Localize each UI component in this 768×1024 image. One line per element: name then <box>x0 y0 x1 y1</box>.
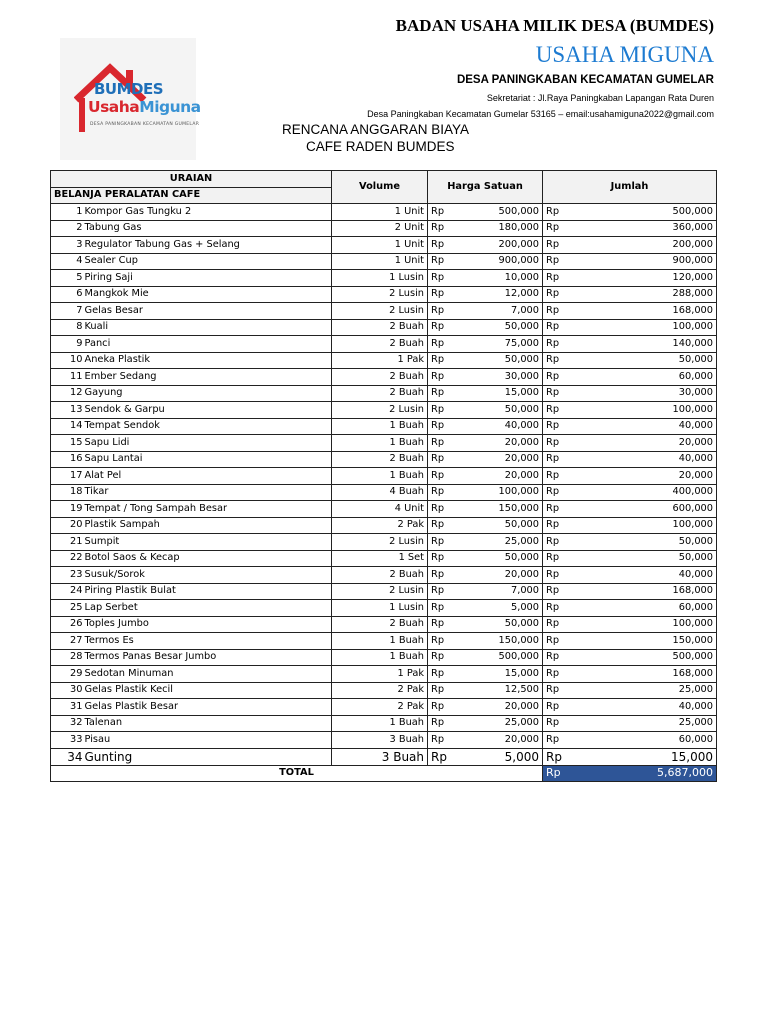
unit-price: 20,000 <box>450 468 543 485</box>
item-volume: 1 Lusin <box>332 600 428 617</box>
total-label: TOTAL <box>51 765 543 782</box>
item-name: Toples Jumbo <box>84 616 332 633</box>
unit-price: 900,000 <box>450 253 543 270</box>
item-name: Panci <box>84 336 332 353</box>
item-volume: 1 Buah <box>332 715 428 732</box>
currency-label: Rp <box>428 715 450 732</box>
currency-label: Rp <box>543 583 567 600</box>
row-number: 4 <box>51 253 84 270</box>
unit-price: 50,000 <box>450 616 543 633</box>
row-number: 22 <box>51 550 84 567</box>
item-name: Termos Es <box>84 633 332 650</box>
item-name: Pisau <box>84 732 332 749</box>
line-amount: 600,000 <box>567 501 717 518</box>
currency-label: Rp <box>543 748 567 765</box>
currency-label: Rp <box>543 534 567 551</box>
currency-label: Rp <box>543 468 567 485</box>
item-volume: 1 Buah <box>332 633 428 650</box>
line-amount: 25,000 <box>567 715 717 732</box>
row-number: 34 <box>51 748 84 765</box>
row-number: 9 <box>51 336 84 353</box>
unit-price: 180,000 <box>450 220 543 237</box>
row-number: 6 <box>51 286 84 303</box>
logo-text-miguna: Miguna <box>139 98 201 116</box>
currency-label: Rp <box>428 748 450 765</box>
line-amount: 360,000 <box>567 220 717 237</box>
line-amount: 120,000 <box>567 270 717 287</box>
row-number: 14 <box>51 418 84 435</box>
line-amount: 50,000 <box>567 534 717 551</box>
line-amount: 20,000 <box>567 468 717 485</box>
item-volume: 2 Buah <box>332 451 428 468</box>
item-volume: 1 Unit <box>332 237 428 254</box>
table-row <box>51 715 717 732</box>
currency-label: Rp <box>543 319 567 336</box>
currency-label: Rp <box>543 303 567 320</box>
unit-price: 150,000 <box>450 633 543 650</box>
logo-text-bumdes: BUMDES <box>94 80 164 98</box>
table-row <box>51 336 717 353</box>
line-amount: 15,000 <box>567 748 717 765</box>
row-number: 27 <box>51 633 84 650</box>
item-volume: 2 Pak <box>332 699 428 716</box>
row-number: 33 <box>51 732 84 749</box>
item-volume: 1 Lusin <box>332 270 428 287</box>
org-secretariat: Sekretariat : Jl.Raya Paningkaban Lapangan Rata Duren <box>486 93 714 103</box>
currency-label: Rp <box>543 352 567 369</box>
table-row <box>51 435 717 452</box>
unit-price: 12,500 <box>450 682 543 699</box>
row-number: 16 <box>51 451 84 468</box>
item-name: Termos Panas Besar Jumbo <box>84 649 332 666</box>
logo-text-usaha: Usaha <box>88 98 140 116</box>
currency-label: Rp <box>428 286 450 303</box>
row-number: 23 <box>51 567 84 584</box>
currency-label: Rp <box>543 286 567 303</box>
row-number: 1 <box>51 204 84 221</box>
doc-title: RENCANA ANGGARAN BIAYA <box>282 122 470 137</box>
currency-label: Rp <box>543 237 567 254</box>
table-row <box>51 501 717 518</box>
line-amount: 100,000 <box>567 517 717 534</box>
currency-label: Rp <box>428 418 450 435</box>
row-number: 30 <box>51 682 84 699</box>
item-volume: 1 Pak <box>332 666 428 683</box>
currency-label: Rp <box>428 517 450 534</box>
item-volume: 2 Pak <box>332 517 428 534</box>
total-row <box>51 765 717 782</box>
item-volume: 2 Unit <box>332 220 428 237</box>
currency-label: Rp <box>543 501 567 518</box>
row-number: 32 <box>51 715 84 732</box>
currency-label: Rp <box>543 270 567 287</box>
item-name: Ember Sedang <box>84 369 332 386</box>
col-header-harga-satuan: Harga Satuan <box>428 171 543 204</box>
row-number: 10 <box>51 352 84 369</box>
currency-label: Rp <box>543 418 567 435</box>
currency-label: Rp <box>428 369 450 386</box>
total-amount: 5,687,000 <box>567 765 717 782</box>
item-volume: 4 Buah <box>332 484 428 501</box>
item-volume: 2 Pak <box>332 682 428 699</box>
item-name: Tempat / Tong Sampah Besar <box>84 501 332 518</box>
unit-price: 50,000 <box>450 402 543 419</box>
item-volume: 2 Buah <box>332 319 428 336</box>
col-header-uraian: URAIAN <box>51 171 332 188</box>
item-volume: 2 Lusin <box>332 286 428 303</box>
table-row <box>51 220 717 237</box>
item-volume: 1 Unit <box>332 204 428 221</box>
item-volume: 2 Lusin <box>332 303 428 320</box>
currency-label: Rp <box>543 369 567 386</box>
currency-label: Rp <box>543 600 567 617</box>
table-row <box>51 303 717 320</box>
unit-price: 7,000 <box>450 583 543 600</box>
line-amount: 100,000 <box>567 402 717 419</box>
unit-price: 10,000 <box>450 270 543 287</box>
currency-label: Rp <box>543 633 567 650</box>
currency-label: Rp <box>428 385 450 402</box>
currency-label: Rp <box>428 303 450 320</box>
row-number: 24 <box>51 583 84 600</box>
line-amount: 40,000 <box>567 418 717 435</box>
table-row <box>51 567 717 584</box>
currency-label: Rp <box>543 715 567 732</box>
item-name: Tikar <box>84 484 332 501</box>
item-volume: 2 Buah <box>332 567 428 584</box>
item-volume: 2 Buah <box>332 616 428 633</box>
org-address: Desa Paningkaban Kecamatan Gumelar 53165 – email:usahamiguna2022@gmail.com <box>367 109 714 119</box>
item-name: Sumpit <box>84 534 332 551</box>
line-amount: 168,000 <box>567 583 717 600</box>
item-name: Gelas Besar <box>84 303 332 320</box>
item-name: Piring Plastik Bulat <box>84 583 332 600</box>
currency-label: Rp <box>543 616 567 633</box>
item-volume: 1 Buah <box>332 435 428 452</box>
row-number: 8 <box>51 319 84 336</box>
item-name: Regulator Tabung Gas + Selang <box>84 237 332 254</box>
table-row <box>51 418 717 435</box>
item-volume: 3 Buah <box>332 748 428 765</box>
row-number: 13 <box>51 402 84 419</box>
unit-price: 7,000 <box>450 303 543 320</box>
col-header-jumlah: Jumlah <box>543 171 717 204</box>
unit-price: 20,000 <box>450 451 543 468</box>
table-row <box>51 534 717 551</box>
table-row <box>51 369 717 386</box>
item-name: Lap Serbet <box>84 600 332 617</box>
table-row <box>51 286 717 303</box>
table-row <box>51 583 717 600</box>
row-number: 15 <box>51 435 84 452</box>
unit-price: 15,000 <box>450 666 543 683</box>
line-amount: 50,000 <box>567 550 717 567</box>
unit-price: 12,000 <box>450 286 543 303</box>
table-row <box>51 649 717 666</box>
col-header-volume: Volume <box>332 171 428 204</box>
unit-price: 5,000 <box>450 600 543 617</box>
currency-label: Rp <box>428 666 450 683</box>
item-name: Susuk/Sorok <box>84 567 332 584</box>
line-amount: 40,000 <box>567 567 717 584</box>
line-amount: 150,000 <box>567 633 717 650</box>
row-number: 11 <box>51 369 84 386</box>
row-number: 20 <box>51 517 84 534</box>
item-name: Talenan <box>84 715 332 732</box>
currency-label: Rp <box>428 699 450 716</box>
row-number: 19 <box>51 501 84 518</box>
item-volume: 1 Buah <box>332 468 428 485</box>
row-number: 3 <box>51 237 84 254</box>
currency-label: Rp <box>543 517 567 534</box>
unit-price: 5,000 <box>450 748 543 765</box>
line-amount: 40,000 <box>567 451 717 468</box>
unit-price: 40,000 <box>450 418 543 435</box>
table-row <box>51 550 717 567</box>
line-amount: 400,000 <box>567 484 717 501</box>
table-row <box>51 352 717 369</box>
line-amount: 900,000 <box>567 253 717 270</box>
unit-price: 20,000 <box>450 732 543 749</box>
item-volume: 2 Lusin <box>332 583 428 600</box>
table-row <box>51 699 717 716</box>
currency-label: Rp <box>543 649 567 666</box>
item-name: Sapu Lantai <box>84 451 332 468</box>
row-number: 17 <box>51 468 84 485</box>
item-name: Plastik Sampah <box>84 517 332 534</box>
line-amount: 60,000 <box>567 369 717 386</box>
currency-label: Rp <box>543 666 567 683</box>
item-volume: 2 Buah <box>332 385 428 402</box>
currency-label: Rp <box>428 649 450 666</box>
logo-text-usaha-miguna <box>88 98 201 116</box>
table-row <box>51 732 717 749</box>
currency-label: Rp <box>428 732 450 749</box>
currency-label: Rp <box>428 682 450 699</box>
item-name: Tabung Gas <box>84 220 332 237</box>
item-volume: 2 Lusin <box>332 402 428 419</box>
unit-price: 200,000 <box>450 237 543 254</box>
currency-label: Rp <box>543 220 567 237</box>
item-volume: 1 Buah <box>332 649 428 666</box>
item-volume: 1 Buah <box>332 418 428 435</box>
line-amount: 500,000 <box>567 204 717 221</box>
table-row <box>51 616 717 633</box>
unit-price: 30,000 <box>450 369 543 386</box>
unit-price: 500,000 <box>450 204 543 221</box>
line-amount: 100,000 <box>567 616 717 633</box>
currency-label: Rp <box>543 336 567 353</box>
currency-label: Rp <box>428 204 450 221</box>
currency-label: Rp <box>543 253 567 270</box>
item-name: Alat Pel <box>84 468 332 485</box>
currency-label: Rp <box>543 451 567 468</box>
logo-tagline: DESA PANINGKABAN KECAMATAN GUMELAR <box>90 122 200 127</box>
currency-label: Rp <box>428 352 450 369</box>
table-row <box>51 319 717 336</box>
item-name: Sedotan Minuman <box>84 666 332 683</box>
table-row <box>51 402 717 419</box>
line-amount: 500,000 <box>567 649 717 666</box>
item-volume: 1 Set <box>332 550 428 567</box>
row-number: 5 <box>51 270 84 287</box>
currency-label: Rp <box>428 435 450 452</box>
currency-label: Rp <box>543 567 567 584</box>
table-header-row <box>51 171 717 188</box>
unit-price: 20,000 <box>450 435 543 452</box>
total-currency: Rp <box>543 765 567 782</box>
unit-price: 50,000 <box>450 517 543 534</box>
table-row <box>51 600 717 617</box>
line-amount: 30,000 <box>567 385 717 402</box>
currency-label: Rp <box>543 732 567 749</box>
table-row <box>51 237 717 254</box>
line-amount: 50,000 <box>567 352 717 369</box>
currency-label: Rp <box>428 534 450 551</box>
line-amount: 20,000 <box>567 435 717 452</box>
table-row <box>51 385 717 402</box>
currency-label: Rp <box>543 385 567 402</box>
currency-label: Rp <box>543 484 567 501</box>
line-amount: 200,000 <box>567 237 717 254</box>
currency-label: Rp <box>428 567 450 584</box>
currency-label: Rp <box>543 550 567 567</box>
table-row <box>51 451 717 468</box>
item-name: Aneka Plastik <box>84 352 332 369</box>
line-amount: 25,000 <box>567 682 717 699</box>
line-amount: 60,000 <box>567 732 717 749</box>
table-row <box>51 253 717 270</box>
row-number: 2 <box>51 220 84 237</box>
item-name: Gayung <box>84 385 332 402</box>
line-amount: 100,000 <box>567 319 717 336</box>
unit-price: 25,000 <box>450 715 543 732</box>
table-row <box>51 468 717 485</box>
currency-label: Rp <box>428 253 450 270</box>
table-row <box>51 484 717 501</box>
table-row <box>51 682 717 699</box>
currency-label: Rp <box>428 600 450 617</box>
table-row <box>51 204 717 221</box>
org-title: BADAN USAHA MILIK DESA (BUMDES) <box>395 16 714 35</box>
line-amount: 60,000 <box>567 600 717 617</box>
currency-label: Rp <box>543 699 567 716</box>
currency-label: Rp <box>543 435 567 452</box>
section-label: BELANJA PERALATAN CAFE <box>51 187 332 204</box>
currency-label: Rp <box>428 237 450 254</box>
item-name: Botol Saos & Kecap <box>84 550 332 567</box>
row-number: 28 <box>51 649 84 666</box>
org-name: USAHA MIGUNA <box>535 42 714 67</box>
line-amount: 140,000 <box>567 336 717 353</box>
item-name: Kuali <box>84 319 332 336</box>
item-name: Gunting <box>84 748 332 765</box>
currency-label: Rp <box>543 204 567 221</box>
currency-label: Rp <box>428 501 450 518</box>
unit-price: 20,000 <box>450 699 543 716</box>
item-name: Piring Saji <box>84 270 332 287</box>
row-number: 7 <box>51 303 84 320</box>
currency-label: Rp <box>428 402 450 419</box>
unit-price: 100,000 <box>450 484 543 501</box>
table-row <box>51 666 717 683</box>
item-volume: 1 Unit <box>332 253 428 270</box>
currency-label: Rp <box>428 583 450 600</box>
row-number: 12 <box>51 385 84 402</box>
budget-table <box>50 170 717 782</box>
unit-price: 50,000 <box>450 550 543 567</box>
item-volume: 3 Buah <box>332 732 428 749</box>
line-amount: 288,000 <box>567 286 717 303</box>
unit-price: 15,000 <box>450 385 543 402</box>
unit-price: 500,000 <box>450 649 543 666</box>
currency-label: Rp <box>428 220 450 237</box>
item-name: Tempat Sendok <box>84 418 332 435</box>
unit-price: 50,000 <box>450 352 543 369</box>
currency-label: Rp <box>428 468 450 485</box>
table-row <box>51 270 717 287</box>
item-name: Gelas Plastik Kecil <box>84 682 332 699</box>
unit-price: 25,000 <box>450 534 543 551</box>
unit-price: 75,000 <box>450 336 543 353</box>
item-name: Sealer Cup <box>84 253 332 270</box>
row-number: 26 <box>51 616 84 633</box>
unit-price: 150,000 <box>450 501 543 518</box>
currency-label: Rp <box>428 633 450 650</box>
currency-label: Rp <box>428 336 450 353</box>
currency-label: Rp <box>543 402 567 419</box>
row-number: 21 <box>51 534 84 551</box>
table-row <box>51 517 717 534</box>
currency-label: Rp <box>428 616 450 633</box>
unit-price: 20,000 <box>450 567 543 584</box>
item-volume: 1 Pak <box>332 352 428 369</box>
item-name: Mangkok Mie <box>84 286 332 303</box>
item-name: Kompor Gas Tungku 2 <box>84 204 332 221</box>
unit-price: 50,000 <box>450 319 543 336</box>
item-volume: 4 Unit <box>332 501 428 518</box>
row-number: 29 <box>51 666 84 683</box>
doc-subtitle: CAFE RADEN BUMDES <box>306 139 455 154</box>
item-name: Sapu Lidi <box>84 435 332 452</box>
currency-label: Rp <box>428 484 450 501</box>
line-amount: 40,000 <box>567 699 717 716</box>
item-name: Sendok & Garpu <box>84 402 332 419</box>
item-volume: 2 Buah <box>332 336 428 353</box>
bumdes-logo <box>60 38 201 160</box>
item-volume: 2 Lusin <box>332 534 428 551</box>
table-row <box>51 748 717 765</box>
row-number: 18 <box>51 484 84 501</box>
org-village: DESA PANINGKABAN KECAMATAN GUMELAR <box>456 74 714 86</box>
item-name: Gelas Plastik Besar <box>84 699 332 716</box>
currency-label: Rp <box>428 550 450 567</box>
line-amount: 168,000 <box>567 666 717 683</box>
currency-label: Rp <box>543 682 567 699</box>
row-number: 25 <box>51 600 84 617</box>
row-number: 31 <box>51 699 84 716</box>
table-row <box>51 633 717 650</box>
currency-label: Rp <box>428 319 450 336</box>
currency-label: Rp <box>428 270 450 287</box>
item-volume: 2 Buah <box>332 369 428 386</box>
line-amount: 168,000 <box>567 303 717 320</box>
currency-label: Rp <box>428 451 450 468</box>
